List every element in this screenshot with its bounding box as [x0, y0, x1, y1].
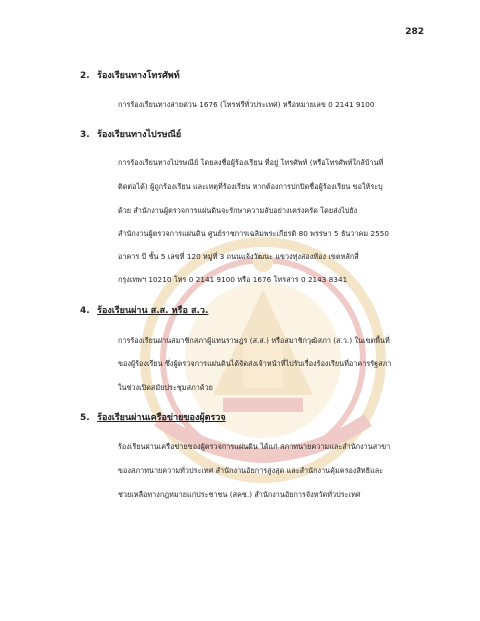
section-5-line-1: ร้องเรียนผ่านเครือข่ายของผู้ตรวจการแผ่นดิน ได้แก่ สภาทนายความและสำนักงานสาขา [118, 442, 391, 451]
section-3-line-4: สำนักงานผู้ตรวจการแผ่นดิน ศูนย์ราชการเฉลิมพระเกียรติ 80 พรรษา 5 ธันวาคม 2550 [118, 229, 390, 238]
section-5-line-3: ช่วยเหลือทางกฎหมายแก่ประชาชน (สคช.) สำนักงานอัยการจังหวัดทั่วประเทศ [118, 490, 361, 499]
section-number: 5. [80, 413, 90, 423]
section-4-line-3: ในช่วงเปิดสมัยประชุมสภาด้วย [118, 383, 213, 392]
page-number: 282 [405, 27, 424, 37]
section-heading-4 [80, 303, 208, 317]
section-number: 2. [80, 71, 90, 81]
section-4-line-2: ของผู้ร้องเรียน ซึ่งผู้ตรวจการแผ่นดินได้จัดส่งเจ้าหน้าที่ไปรับเรื่องร้องเรียนที่อาคารรัฐสภา [118, 359, 392, 368]
section-number: 4. [80, 306, 90, 316]
section-number: 3. [80, 130, 90, 140]
section-title: ร้องเรียนทางโทรศัพท์ [97, 71, 180, 81]
section-4-line-1: การร้องเรียนผ่านสมาชิกสภาผู้แทนราษฎร (ส.ส.) หรือสมาชิกวุฒิสภา (ส.ว.) ในเขตพื้นที่ [118, 336, 390, 345]
section-title: ร้องเรียนผ่านเครือข่ายของผู้ตรวจ [97, 413, 226, 423]
section-heading-5 [80, 410, 226, 424]
section-title: ร้องเรียนผ่าน ส.ส. หรือ ส.ว. [97, 306, 209, 316]
section-5-line-2: ของสภาทนายความทั่วประเทศ สำนักงานอัยการสูงสุด และสำนักงานคุ้มครองสิทธิและ [118, 466, 384, 475]
section-3-line-1: การร้องเรียนทางไปรษณีย์ โดยลงชื่อผู้ร้องเรียน ที่อยู่ โทรศัพท์ (หรือโทรศัพท์ใกล้บ้านที่ [118, 158, 384, 167]
section-title: ร้องเรียนทางไปรษณีย์ [97, 130, 182, 140]
section-2-line-1: การร้องเรียนทางสายด่วน 1676 (โทรฟรีทั่วประเทศ) หรือหมายเลข 0 2141 9100 [118, 100, 375, 109]
section-3-line-3: ด้วย สำนักงานผู้ตรวจการแผ่นดินจะรักษาความลับอย่างเคร่งครัด โดยส่งไปยัง [118, 206, 358, 215]
section-heading-2 [80, 68, 180, 82]
section-3-line-5: อาคาร บี ชั้น 5 เลขที่ 120 หมู่ที่ 3 ถนนแจ้งวัฒนะ แขวงทุ่งสองห้อง เขตหลักสี่ [118, 252, 359, 261]
section-3-line-6: กรุงเทพฯ 10210 โทร 0 2141 9100 หรือ 1676 โทรสาร 0 2143 8341 [118, 275, 348, 284]
section-heading-3 [80, 127, 181, 141]
section-3-line-2: ติดต่อได้) ผู้ถูกร้องเรียน และเหตุที่ร้องเรียน หากต้องการปกปิดชื่อผู้ร้องเรียน ขอให้ระบุ [118, 182, 383, 191]
